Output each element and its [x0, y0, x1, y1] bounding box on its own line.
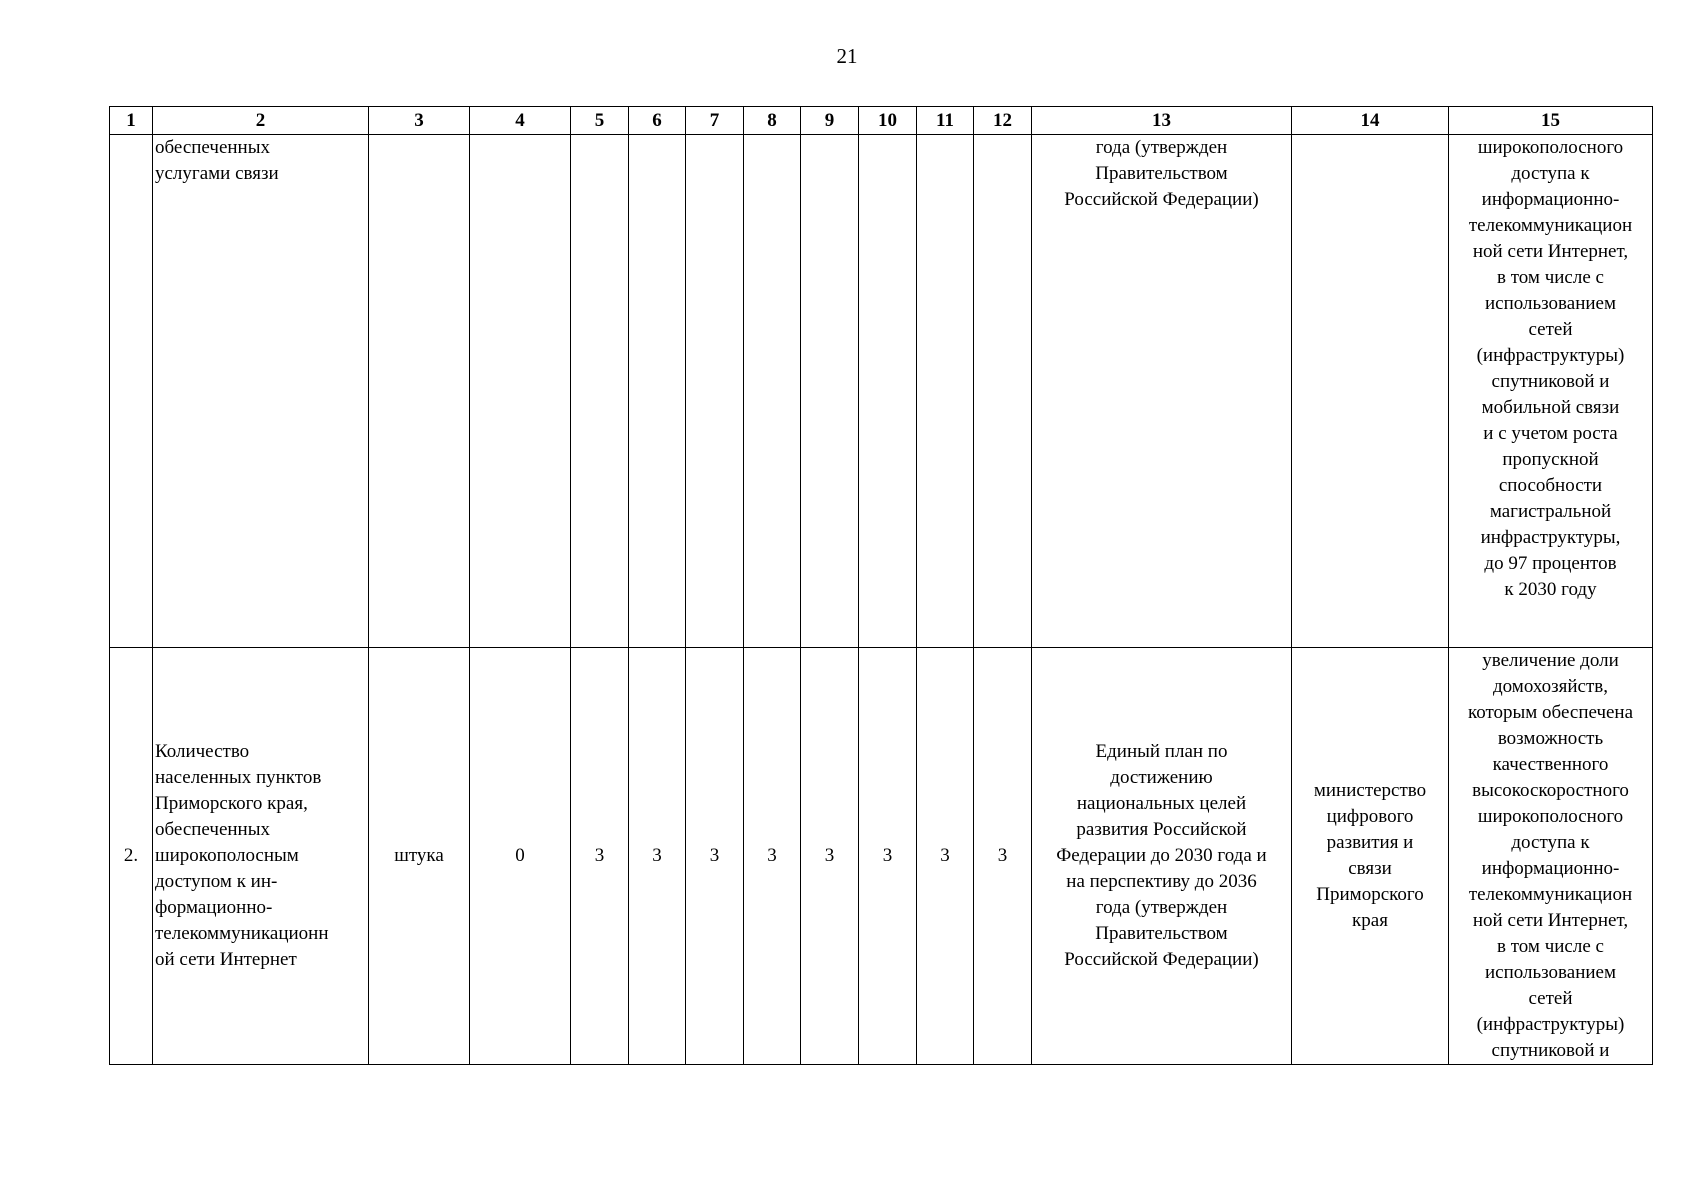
table-row-continuation: [110, 135, 1653, 648]
cell-value-col-5: 3: [571, 648, 629, 1065]
header-col-11: 11: [917, 107, 974, 135]
header-col-14: 14: [1292, 107, 1449, 135]
header-col-4: 4: [470, 107, 571, 135]
header-col-13: 13: [1032, 107, 1292, 135]
header-col-1: 1: [110, 107, 153, 135]
header-col-7: 7: [686, 107, 744, 135]
page-number: 21: [836, 44, 858, 68]
cell-empty: [470, 135, 571, 648]
header-col-15: 15: [1449, 107, 1653, 135]
cell-responsible: министерство цифрового развития и связи Приморского края: [1292, 648, 1449, 1065]
table-row-2: [110, 648, 1653, 1065]
header-col-5: 5: [571, 107, 629, 135]
header-col-8: 8: [744, 107, 801, 135]
cell-value-col-9: 3: [801, 648, 859, 1065]
cell-value-col-7: 3: [686, 648, 744, 1065]
cell-unit: штука: [369, 648, 470, 1065]
indicators-table: [109, 106, 1653, 1065]
cell-link-continued: широкополосного доступа к информационно- телекоммуникацион ной сети Интернет, в том числе с использованием сетей (инфраструктуры) спутниковой и мобильной связи и с учетом роста пропускной способности магистральной инфраструктуры, до 97 процентов к 2030 году: [1449, 135, 1653, 648]
header-col-9: 9: [801, 107, 859, 135]
cell-empty: [801, 135, 859, 648]
cell-empty: [917, 135, 974, 648]
cell-value-col-8: 3: [744, 648, 801, 1065]
cell-empty: [110, 135, 153, 648]
cell-empty: [974, 135, 1032, 648]
header-col-12: 12: [974, 107, 1032, 135]
cell-value-col-6: 3: [629, 648, 686, 1065]
cell-empty: [629, 135, 686, 648]
cell-empty: [859, 135, 917, 648]
cell-empty: [686, 135, 744, 648]
cell-empty: [1292, 135, 1449, 648]
cell-document: Единый план по достижению национальных целей развития Российской Федерации до 2030 года и на перспективу до 2036 года (утвержден Правительством Российской Федерации): [1032, 648, 1292, 1065]
header-col-3: 3: [369, 107, 470, 135]
header-col-6: 6: [629, 107, 686, 135]
cell-value-col-12: 3: [974, 648, 1032, 1065]
header-row: [110, 107, 1653, 135]
cell-document-continued: года (утвержден Правительством Российской Федерации): [1032, 135, 1292, 648]
cell-indicator-name-continued: обеспеченных услугами связи: [153, 135, 369, 648]
cell-indicator-name: Количество населенных пунктов Приморского края, обеспеченных широкополосным доступом к ин- формационно- телекоммуникационн ой сети Интернет: [153, 648, 369, 1065]
cell-empty: [369, 135, 470, 648]
cell-value-col-11: 3: [917, 648, 974, 1065]
cell-base-value: 0: [470, 648, 571, 1065]
cell-link: увеличение доли домохозяйств, которым обеспечена возможность качественного высокоскоростного широкополосного доступа к информационно- телекоммуникацион ной сети Интернет, в том числе с использованием сетей (инфраструктуры) спутниковой и: [1449, 648, 1653, 1065]
cell-empty: [744, 135, 801, 648]
cell-value-col-10: 3: [859, 648, 917, 1065]
cell-empty: [571, 135, 629, 648]
header-col-2: 2: [153, 107, 369, 135]
header-col-10: 10: [859, 107, 917, 135]
cell-row-number: 2.: [110, 648, 153, 1065]
